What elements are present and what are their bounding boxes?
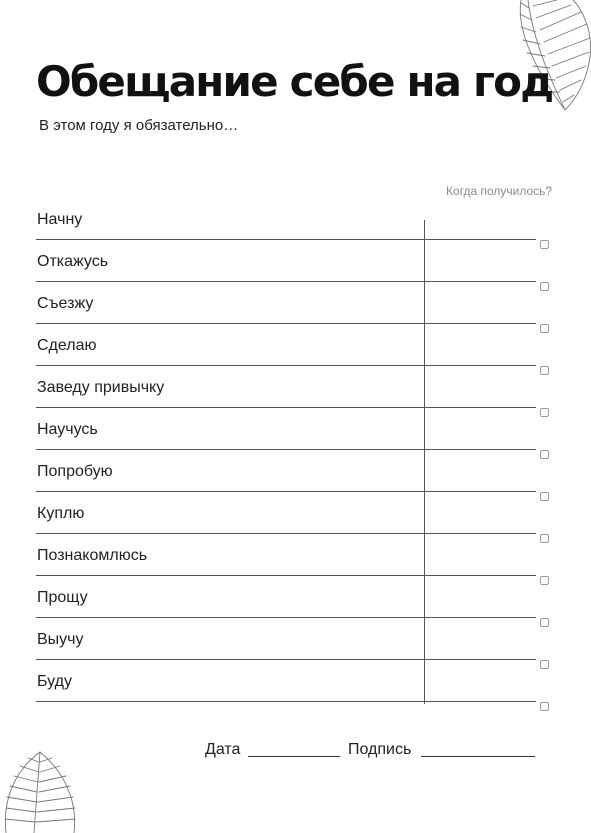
promise-row — [36, 534, 536, 576]
promise-row — [36, 282, 536, 324]
done-checkbox[interactable] — [540, 618, 549, 627]
leaf-icon — [0, 748, 82, 833]
date-label: Дата — [205, 741, 241, 758]
promise-label: Начну — [37, 211, 83, 228]
done-checkbox[interactable] — [540, 240, 549, 249]
promise-row — [36, 618, 536, 660]
when-achieved-header: Когда получилось? — [445, 184, 553, 198]
promise-label: Научусь — [37, 421, 98, 438]
done-checkbox[interactable] — [540, 282, 549, 291]
date-field-line[interactable] — [248, 756, 340, 757]
done-checkbox[interactable] — [540, 408, 549, 417]
promise-row — [36, 366, 536, 408]
done-checkbox[interactable] — [540, 492, 549, 501]
promise-label: Буду — [37, 673, 72, 690]
promise-label: Познакомлюсь — [37, 547, 148, 564]
promise-row — [36, 408, 536, 450]
promise-row — [36, 324, 536, 366]
promise-label: Съезжу — [37, 295, 94, 312]
write-in-line[interactable] — [36, 701, 536, 702]
done-checkbox[interactable] — [540, 534, 549, 543]
page-subtitle: В этом году я обязательно… — [39, 117, 239, 134]
promise-row — [36, 660, 536, 702]
promise-row — [36, 450, 536, 492]
page-title: Обещание себе на год — [36, 57, 553, 106]
promise-row — [36, 492, 536, 534]
promise-label: Прощу — [37, 589, 88, 606]
signature-field-line[interactable] — [421, 756, 535, 757]
done-checkbox[interactable] — [540, 576, 549, 585]
done-checkbox[interactable] — [540, 702, 549, 711]
signature-label: Подпись — [348, 741, 412, 758]
done-checkbox[interactable] — [540, 324, 549, 333]
promise-label: Заведу привычку — [37, 379, 165, 396]
done-checkbox[interactable] — [540, 660, 549, 669]
promise-label: Попробую — [37, 463, 113, 480]
done-checkbox[interactable] — [540, 366, 549, 375]
promise-row — [36, 576, 536, 618]
promise-label: Куплю — [37, 505, 85, 522]
promise-label: Сделаю — [37, 337, 97, 354]
done-checkbox[interactable] — [540, 450, 549, 459]
promise-label: Выучу — [37, 631, 84, 648]
promise-row — [36, 198, 536, 240]
promise-row — [36, 240, 536, 282]
promise-label: Откажусь — [37, 253, 109, 270]
